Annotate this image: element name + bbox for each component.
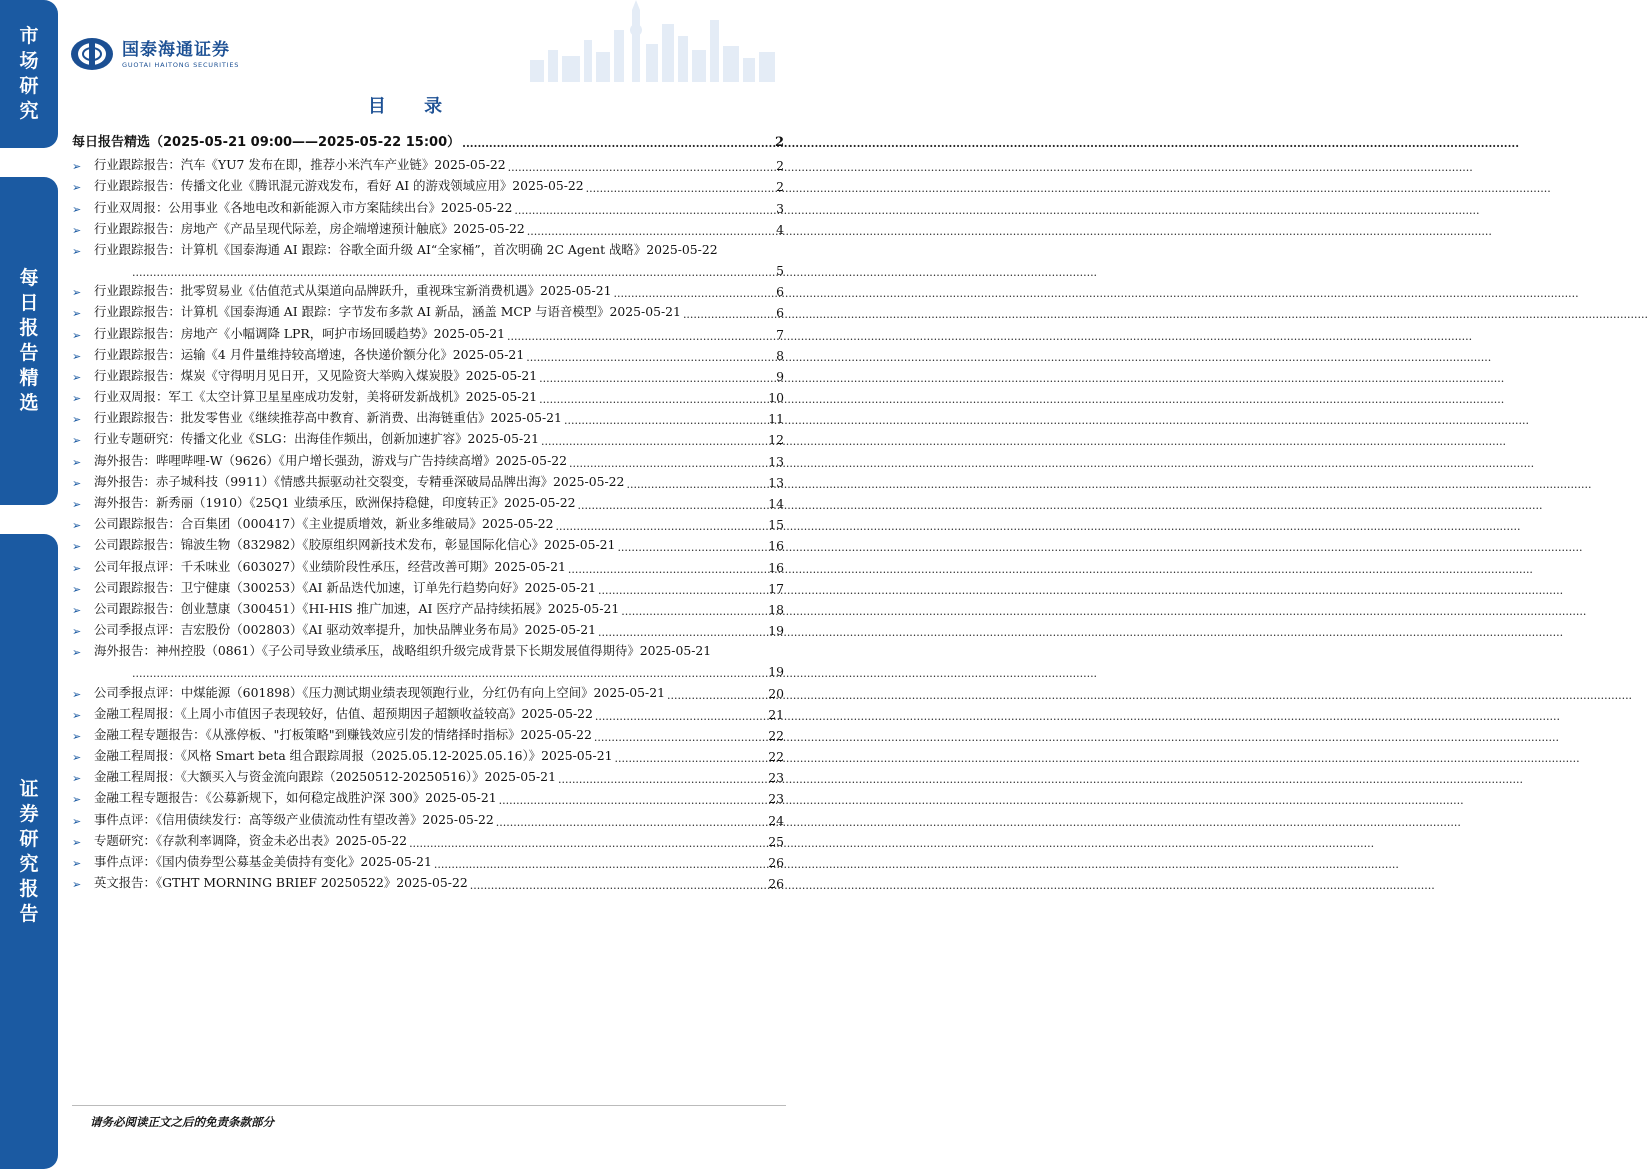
footer-divider (72, 1105, 786, 1106)
toc-item-page: 2 (776, 158, 784, 174)
arrow-bullet-icon: ➢ (72, 307, 82, 321)
toc-leader-dots (621, 603, 766, 617)
toc-item-page: 6 (776, 284, 784, 300)
toc-item[interactable] (72, 511, 784, 532)
toc-item[interactable] (72, 384, 784, 405)
toc-item-label: 行业双周报：军工《太空计算卫星星座成功发射，美将研发新战机》2025-05-21 (94, 389, 538, 405)
toc-item-label: 金融工程周报：《上周小市值因子表现较好，估值、超预期因子超额收益较高》2025-05-22 (94, 705, 593, 721)
toc-item[interactable] (72, 490, 784, 511)
toc-item-label: 金融工程专题报告：《公募新规下，如何稳定战胜沪深 300》2025-05-21 (94, 790, 497, 806)
toc-item-label: 海外报告：哔哩哔哩-W（9626）《用户增长强劲，游戏与广告持续高增》2025-05-22 (94, 452, 568, 468)
toc-item[interactable] (72, 701, 784, 722)
toc-item-page: 2 (776, 179, 784, 195)
sidebar-tab-market-research (0, 0, 58, 148)
toc-leader-dots (462, 136, 773, 150)
arrow-bullet-icon: ➢ (72, 625, 82, 639)
toc-item-page: 19 (768, 623, 784, 639)
toc-leader-dots (508, 159, 774, 173)
toc-item[interactable] (72, 764, 784, 785)
toc-item-page: 22 (768, 749, 784, 765)
toc-item-label: 公司季报点评：中煤能源（601898）《压力测试期业绩表现领跑行业，分红仍有向上空间》2025-05-21 (94, 684, 665, 700)
sidebar-tab-daily-label: 每 日 报 告 精 选 (19, 267, 39, 414)
sidebar-tab-securities-research (0, 534, 58, 1169)
toc-item[interactable] (72, 722, 784, 743)
toc-leader-dots (434, 856, 766, 870)
arrow-bullet-icon: ➢ (72, 160, 82, 174)
toc-item-label: 公司跟踪报告：创业慧康（300451）《HI-HIS 推广加速，AI 医疗产品持续拓展》2025-05-21 (94, 600, 620, 616)
toc-item-label: 行业跟踪报告：传播文化业《腾讯混元游戏发布，看好 AI 的游戏领域应用》2025-05-22 (94, 178, 584, 194)
toc-item[interactable] (72, 617, 784, 638)
toc-item-page: 6 (776, 305, 784, 321)
sidebar-tab-daily-picks (0, 177, 58, 505)
arrow-bullet-icon: ➢ (72, 729, 82, 743)
arrow-bullet-icon: ➢ (72, 202, 82, 216)
toc-item-label: 行业双周报：公用事业《各地电改和新能源入市方案陆续出台》2025-05-22 (94, 199, 513, 215)
sidebar-tab-market-label: 市 场 研 究 (19, 25, 39, 122)
arrow-bullet-icon: ➢ (72, 223, 82, 237)
toc-item[interactable] (72, 870, 784, 891)
arrow-bullet-icon: ➢ (72, 244, 82, 258)
toc-item-page: 17 (768, 580, 784, 596)
toc-item-page: 18 (768, 601, 784, 617)
company-logo (70, 34, 239, 74)
arrow-bullet-icon: ➢ (72, 687, 82, 701)
toc-leader-dots (470, 877, 767, 891)
toc-leader-dots (683, 306, 774, 320)
arrow-bullet-icon: ➢ (72, 181, 82, 195)
toc-item-continuation[interactable] (72, 258, 784, 278)
toc-item-page: 26 (768, 855, 784, 870)
arrow-bullet-icon: ➢ (72, 392, 82, 406)
toc-item-label: 行业跟踪报告：批零贸易业《估值范式从渠道向品牌跃升，重视珠宝新消费机遇》2025-05-21 (94, 283, 612, 299)
toc-item-label: 专题研究：《存款利率调降，资金未必出表》2025-05-22 (94, 832, 408, 848)
toc-item-page: 10 (768, 390, 784, 406)
arrow-bullet-icon: ➢ (72, 455, 82, 469)
toc-item-label: 海外报告：赤子城科技（9911）《情感共振驱动社交裂变，专精垂深破局品牌出海》2025-05-22 (94, 473, 625, 489)
toc-item-page: 23 (768, 791, 784, 807)
toc-item-page: 13 (768, 474, 784, 490)
toc-item[interactable] (72, 194, 784, 215)
arrow-bullet-icon: ➢ (72, 540, 82, 554)
arrow-bullet-icon: ➢ (72, 349, 82, 363)
city-skyline-watermark-icon (520, 0, 790, 82)
toc-item[interactable] (72, 363, 784, 384)
toc-item-page: 5 (776, 262, 784, 278)
toc-item-page: 19 (768, 664, 784, 680)
toc-leader-dots (595, 708, 766, 722)
toc-leader-dots (526, 349, 774, 363)
toc-item[interactable] (72, 278, 784, 299)
toc-item[interactable] (72, 152, 784, 173)
toc-leader-dots (667, 687, 766, 701)
arrow-bullet-icon: ➢ (72, 772, 82, 786)
toc-item[interactable] (72, 426, 784, 447)
toc-main-entry-label: 每日报告精选（2025-05-21 09:00——2025-05-22 15:00） (72, 135, 461, 150)
toc-item-label: 行业跟踪报告：煤炭《守得明月见日开，又见险资大举购入煤炭股》2025-05-21 (94, 367, 538, 383)
toc-leader-dots (615, 750, 767, 764)
toc-item-label: 行业跟踪报告：计算机《国泰海通 AI 跟踪：字节发布多款 AI 新品，涵盖 MCP 与语音模型》2025-05-21 (94, 304, 681, 320)
arrow-bullet-icon: ➢ (72, 519, 82, 533)
toc-leader-dots (564, 412, 766, 426)
toc-item-label: 行业专题研究：传播文化业《SLG：出海佳作频出，创新加速扩容》2025-05-21 (94, 431, 539, 447)
toc-item-label: 公司跟踪报告：卫宁健康（300253）《AI 新品迭代加速，订单先行趋势向好》2025-05-21 (94, 579, 597, 595)
toc-item-page: 14 (768, 496, 784, 511)
toc-item-label: 公司跟踪报告：合百集团（000417）《主业提质增效，新业多维破局》2025-05-22 (94, 516, 554, 532)
toc-leader-dots (594, 729, 766, 743)
toc-leader-dots (132, 264, 774, 278)
arrow-bullet-icon: ➢ (72, 793, 82, 807)
toc-item-page: 7 (776, 326, 784, 342)
arrow-bullet-icon: ➢ (72, 413, 82, 427)
toc-item[interactable] (72, 237, 784, 258)
toc-item-label: 金融工程专题报告：《从涨停板、"打板策略"到赚钱效应引发的情绪择时指标》2025-05-22 (94, 726, 592, 742)
toc-item-label: 金融工程周报：《大额买入与资金流向跟踪（20250512-20250516）》2025-05-21 (94, 769, 556, 785)
toc-item-page: 9 (776, 368, 784, 384)
toc-item[interactable] (72, 532, 784, 553)
toc-item[interactable] (72, 806, 784, 827)
toc-item[interactable] (72, 405, 784, 426)
toc-item-page: 16 (768, 538, 784, 554)
toc-item-label: 行业跟踪报告：房地产《产品呈现代际差，房企端增速预计触底》2025-05-22 (94, 220, 525, 236)
toc-item-page: 15 (768, 517, 784, 533)
toc-leader-dots (617, 539, 766, 553)
toc-item[interactable] (72, 849, 784, 870)
toc-item[interactable] (72, 320, 784, 341)
toc-leader-dots (132, 665, 766, 679)
toc-main-entry-page: 2 (774, 135, 784, 150)
toc-item-label: 金融工程周报：《风格 Smart beta 组合跟踪周报（2025.05.12-2025.05.16）》2025-05-21 (94, 748, 613, 764)
toc-item[interactable] (72, 638, 784, 659)
toc-leader-dots (409, 835, 766, 849)
arrow-bullet-icon: ➢ (72, 814, 82, 828)
sidebar-tab-securities-label: 证 券 研 究 报 告 (19, 777, 39, 925)
toc-title: 目 录 (367, 96, 459, 117)
arrow-bullet-icon: ➢ (72, 857, 82, 870)
toc-leader-dots (555, 518, 766, 532)
toc-item-page: 13 (768, 453, 784, 469)
arrow-bullet-icon: ➢ (72, 878, 82, 892)
toc-item-label: 英文报告：《GTHT MORNING BRIEF 20250522》2025-05-22 (94, 875, 468, 891)
toc-item-label: 事件点评：《国内债券型公募基金美债持有变化》2025-05-21 (94, 854, 432, 869)
arrow-bullet-icon: ➢ (72, 751, 82, 765)
arrow-bullet-icon: ➢ (72, 370, 82, 384)
toc-item-page: 16 (768, 559, 784, 575)
toc-leader-dots (499, 792, 767, 806)
logo-emblem-icon (70, 37, 114, 71)
toc-item-label: 海外报告：新秀丽（1910）《25Q1 业绩承压，欧洲保持稳健，印度转正》2025-05-22 (94, 495, 576, 510)
toc-item-label: 公司年报点评：千禾味业（603027）《业绩阶段性承压，经营改善可期》2025-05-21 (94, 558, 566, 574)
toc-item-page: 8 (776, 347, 784, 363)
toc-item-continuation[interactable] (72, 659, 784, 679)
toc-item-page: 3 (776, 200, 784, 216)
toc-item-label: 行业跟踪报告：计算机《国泰海通 AI 跟踪：谷歌全面升级 AI“全家桶”，首次明确 2C Agent 战略》2025-05-22 (94, 241, 718, 257)
toc-leader-dots (514, 202, 774, 216)
toc-item[interactable] (72, 299, 784, 320)
toc-item[interactable] (72, 785, 784, 806)
arrow-bullet-icon: ➢ (72, 603, 82, 617)
toc-item-label: 海外报告：神州控股（0861）《子公司导致业绩承压，战略组织升级完成背景下长期发展值得期待》2025-05-21 (94, 643, 712, 659)
toc-leader-dots (527, 223, 774, 237)
toc-leader-dots (507, 328, 774, 342)
toc-item[interactable] (72, 553, 784, 574)
toc-item-page: 26 (768, 876, 784, 892)
footer-disclaimer: 请务必阅读正文之后的免责条款部分 (90, 1115, 274, 1129)
toc-item[interactable] (72, 173, 784, 194)
toc-item[interactable] (72, 679, 784, 700)
toc-item-label: 事件点评：《信用债续发行：高等级产业债流动性有望改善》2025-05-22 (94, 811, 494, 827)
arrow-bullet-icon: ➢ (72, 434, 82, 448)
left-sidebar (0, 0, 58, 1169)
toc-item-label: 公司跟踪报告：锦波生物（832982）《胶原组织网新技术发布，彰显国际化信心》2025-05-21 (94, 537, 616, 553)
arrow-bullet-icon: ➢ (72, 835, 82, 849)
toc-item-page: 12 (768, 432, 784, 448)
arrow-bullet-icon: ➢ (72, 582, 82, 596)
toc-leader-dots (558, 771, 766, 785)
toc-leader-dots (541, 433, 766, 447)
toc-item-page: 11 (768, 411, 784, 427)
toc-leader-dots (598, 582, 766, 596)
toc-item-label: 行业跟踪报告：房地产《小幅调降 LPR，呵护市场回暖趋势》2025-05-21 (94, 325, 506, 341)
toc-main-entry[interactable] (72, 128, 784, 150)
toc-leader-dots (577, 497, 766, 511)
table-of-contents (72, 128, 784, 891)
toc-leader-dots (626, 476, 766, 490)
toc-item-page: 21 (768, 706, 784, 722)
toc-item[interactable] (72, 596, 784, 617)
toc-item-page: 24 (768, 812, 784, 828)
logo-english-name: GUOTAI HAITONG SECURITIES (122, 60, 240, 69)
arrow-bullet-icon: ➢ (72, 476, 82, 490)
toc-item[interactable] (72, 743, 784, 764)
toc-item-label: 行业跟踪报告：批发零售业《继续推荐高中教育、新消费、出海链重估》2025-05-21 (94, 410, 562, 426)
toc-item[interactable] (72, 575, 784, 596)
toc-item-page: 23 (768, 770, 784, 786)
toc-leader-dots (496, 814, 766, 828)
toc-item[interactable] (72, 216, 784, 237)
toc-item-page: 20 (768, 685, 784, 701)
arrow-bullet-icon: ➢ (72, 561, 82, 575)
toc-item[interactable] (72, 828, 784, 849)
arrow-bullet-icon: ➢ (72, 328, 82, 342)
toc-leader-dots (539, 370, 774, 384)
toc-leader-dots (598, 624, 766, 638)
toc-item[interactable] (72, 469, 784, 490)
arrow-bullet-icon: ➢ (72, 498, 82, 511)
toc-item[interactable] (72, 342, 784, 363)
arrow-bullet-icon: ➢ (72, 708, 82, 722)
toc-leader-dots (568, 561, 766, 575)
toc-item-label: 行业跟踪报告：运输《4 月件量维持较高增速，各快递价额分化》2025-05-21 (94, 346, 525, 362)
arrow-bullet-icon: ➢ (72, 286, 82, 300)
toc-leader-dots (539, 391, 766, 405)
toc-item-page: 22 (768, 727, 784, 743)
toc-item-page: 4 (776, 221, 784, 237)
toc-leader-dots (586, 180, 774, 194)
arrow-bullet-icon: ➢ (72, 646, 82, 660)
toc-item-page: 25 (768, 833, 784, 849)
toc-leader-dots (569, 455, 766, 469)
toc-leader-dots (614, 285, 774, 299)
toc-item-label: 公司季报点评：吉宏股份（002803）《AI 驱动效率提升，加快品牌业务布局》2025-05-21 (94, 622, 597, 638)
toc-item-label: 行业跟踪报告：汽车《YU7 发布在即，推荐小米汽车产业链》2025-05-22 (94, 157, 506, 173)
logo-chinese-name: 国泰海通证券 (122, 39, 230, 60)
toc-item[interactable] (72, 447, 784, 468)
